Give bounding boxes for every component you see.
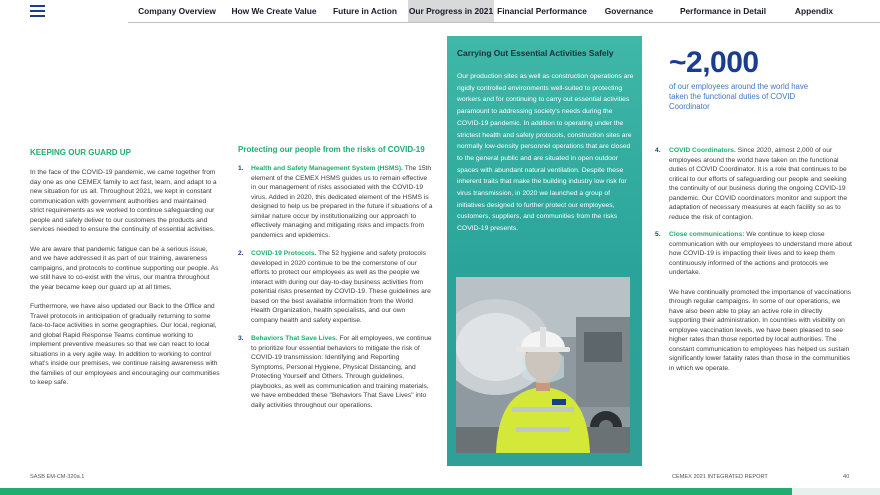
item-lead: Behaviors That Save Lives. <box>251 335 338 342</box>
stat-caption: of our employees around the world have taken the functional duties of COVID Coordinator <box>669 82 809 111</box>
item-number: 2. <box>238 250 244 257</box>
essential-activities-panel <box>447 36 642 466</box>
nav-how-we-create-value[interactable]: How We Create Value <box>231 6 317 16</box>
page-number: 40 <box>843 474 850 480</box>
footer-sasb-code: SASB EM-CM-320a.1 <box>30 474 85 480</box>
item-text: The 15th element of the CEMEX HSMS guides us to remain effective in our management of risks associated with the COVID-19 virus. Added in 2020, this dedicated element of the HSMS is designed to help us be prepared in the future if situations of a similar nature occur by institutionalizing our approach to effectively managing and mitigating risks and impacts from pandemics and epidemics. <box>251 165 433 239</box>
item-text: For all employees, we continue to prioritize four essential behaviors to mitigate the risk of COVID-19 transmission: Identifying and Reporting Symptoms, Personal Hygiene, Physical Distancing, and Protecting Yourself and Others. Through guidelines, playbooks, as well as communication and training materials, we have embedded these "Behaviors That Save Lives" into daily activities throughout our operations. <box>251 335 432 409</box>
menu-icon[interactable] <box>30 5 45 18</box>
item-lead: Health and Safety Management System (HSMS). <box>251 165 403 172</box>
item-number: 5. <box>655 231 661 238</box>
paragraph: Furthermore, we have also updated our Back to the Office and Travel protocols in anticipation of gradually returning to some face-to-face activities in some geographies. Our local, regional, and global Rapid Response Teams continue working to implement preventive measures so that we can react to local situations in a very agile way. In addition to working to control what's inside our premises, we continue raising awareness with the families of our employees and encouraging our communities to keep safe. <box>30 303 220 386</box>
coordinators-section <box>655 138 855 373</box>
panel-body: Our production sites as well as construction operations are rigidly controlled environments well-suited to protecting workers and for continuing to carry out essential activities paramount to addressing society's needs during the COVID-19 pandemic. In addition to operating under the strictest health and safety protocols, construction sites are normally low-density personnel operations that are closed to the general public and are situated in open outdoor spaces with abundant natural ventilation. Despite these inherent traits that make the building industry low risk for virus transmission, in 2020 we launched a group of initiatives designed to further protect our employees, customers, suppliers, and communities from the risks COVID-19 presents. <box>457 73 634 233</box>
nav-company-overview[interactable]: Company Overview <box>138 6 216 16</box>
list-item <box>655 146 855 222</box>
protecting-people-section <box>238 145 434 410</box>
item-number: 4. <box>655 147 661 154</box>
footer-report-title: CEMEX 2021 INTEGRATED REPORT <box>672 474 768 480</box>
reading-progress-bar <box>0 488 880 495</box>
item-lead: COVID-19 Protocols. <box>251 250 317 257</box>
list-item <box>238 334 434 410</box>
nav-financial-performance[interactable]: Financial Performance <box>497 6 587 16</box>
paragraph: In the face of the COVID-19 pandemic, we came together from day one as one CEMEX family to act fast, learn, and adapt to a new situation for us all. Throughout 2021, we kept in constant communication with government authorities and maintained strict requirements as we worked to continue safeguarding our people and safely deliver to our customers the products and services needed to ensure the continuity of essential activities. <box>30 169 217 233</box>
item-text: Since 2020, almost 2,000 of our employees around the world have taken on the functional duties of COVID Coordinator. It is a role that continues to be critical to our efforts of safeguarding our people and seeking the continuity of our business during the ongoing COVID-19 pandemic. Our COVID coordinators monitor and support the adaptation of necessary measures at each facility so as to reduce the risk of contagion. <box>669 147 848 221</box>
nav-appendix[interactable]: Appendix <box>794 6 834 16</box>
list-item <box>655 230 855 278</box>
list-item <box>238 164 434 240</box>
item-number: 1. <box>238 165 244 172</box>
worker-photo <box>456 277 630 453</box>
stat-value: ~2,000 <box>669 46 759 79</box>
item-text: The 52 hygiene and safety protocols developed in 2020 continue to be the cornerstone of our efforts to protect our employees as well as the people we interact with during our day-to-day business activities from potential risks presented by COVID-19. These guidelines are based on the best available information from the World Health Organization, health specialists, and our own company health and safety expertise. <box>251 250 431 324</box>
nav-our-progress-2021[interactable]: Our Progress in 2021 <box>408 0 494 22</box>
item-lead: Close communications: <box>669 231 745 238</box>
item-lead: COVID Coordinators. <box>669 147 736 154</box>
nav-divider <box>128 22 880 23</box>
progress-fill <box>0 488 792 495</box>
nav-future-in-action[interactable]: Future in Action <box>333 6 397 16</box>
panel-title: Carrying Out Essential Activities Safely <box>457 48 614 58</box>
section-nav <box>128 0 850 22</box>
measures-list-continued <box>655 146 855 278</box>
nav-performance-in-detail[interactable]: Performance in Detail <box>679 6 767 16</box>
paragraph: We have continually promoted the importance of vaccinations through regular campaigns. In some of our operations, we have also been able to play an active role in directly supporting their administration. In countries with visibility on employee vaccination levels, we have been pleased to see higher rates than those reported by local authorities. The constant communication to employees has helped us sustain significantly lower fatality rates than those in the communities in which we operate. <box>669 288 852 372</box>
top-navigation-bar <box>0 0 880 22</box>
section-heading: KEEPING OUR GUARD UP <box>30 148 131 157</box>
section-heading: Protecting our people from the risks of COVID-19 <box>238 145 425 154</box>
paragraph: We are aware that pandemic fatigue can be a serious issue, and we have addressed it as part of our training, awareness campaigns, and protocols to continue supporting our people. As we still have to co-exist with the virus, our mantra throughout the year became keep our guard up at all times. <box>30 245 219 291</box>
item-number: 3. <box>238 335 244 342</box>
item-text: We continue to keep close communication with our employees to understand more about how COVID-19 is impacting their lives and to keep them continuously informed of the actions and protocols we undertake. <box>669 231 852 276</box>
keeping-guard-up-section <box>30 148 220 388</box>
list-item <box>238 249 434 325</box>
nav-governance[interactable]: Governance <box>604 6 654 16</box>
measures-list <box>238 164 434 410</box>
